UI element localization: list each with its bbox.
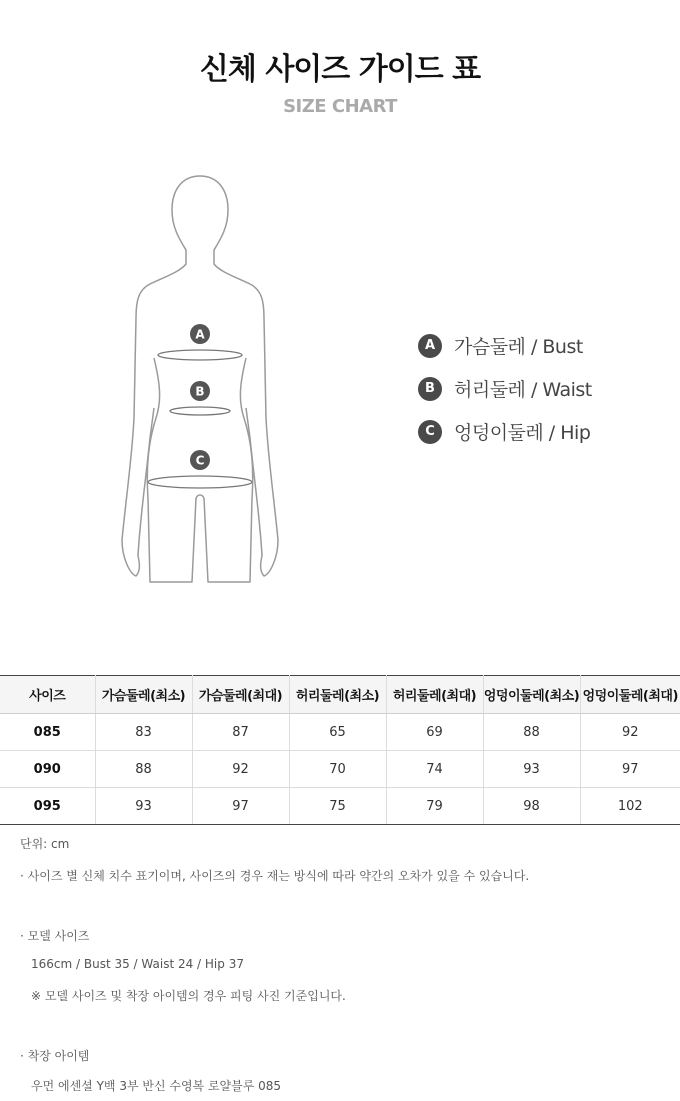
table-cell: 93: [95, 788, 192, 825]
unit-note: 단위: cm: [20, 837, 70, 851]
table-row: [0, 714, 680, 751]
table-cell: 74: [386, 751, 483, 788]
waist-line: [170, 407, 230, 415]
item-heading: · 착장 아이템: [20, 1049, 90, 1063]
table-cell: 102: [580, 788, 680, 825]
legend-badge-c: C: [418, 420, 442, 444]
table-cell: 095: [0, 788, 95, 825]
legend-label-bust: 가슴둘레 / Bust: [454, 336, 583, 358]
body-silhouette-figure: [110, 168, 290, 588]
size-table: [0, 675, 680, 825]
table-cell: 97: [580, 751, 680, 788]
table-cell: 97: [192, 788, 289, 825]
torso-left: [147, 358, 196, 582]
header-waist-min: 허리둘레(최소): [289, 676, 386, 714]
crotch: [196, 495, 204, 498]
hip-line: [148, 476, 252, 488]
table-cell: 79: [386, 788, 483, 825]
header-waist-max: 허리둘레(최대): [386, 676, 483, 714]
table-cell: 085: [0, 714, 95, 751]
model-sizes: 166cm / Bust 35 / Waist 24 / Hip 37: [31, 957, 244, 971]
legend-label-hip: 엉덩이둘레 / Hip: [454, 422, 591, 444]
table-cell: 92: [192, 751, 289, 788]
header-hip-min: 엉덩이둘레(최소): [483, 676, 580, 714]
header-bust-min: 가슴둘레(최소): [95, 676, 192, 714]
table-cell: 88: [95, 751, 192, 788]
table-cell: 92: [580, 714, 680, 751]
table-cell: 83: [95, 714, 192, 751]
item-name: 우먼 에센셜 Y백 3부 반신 수영복 로얄블루 085: [31, 1079, 282, 1093]
legend-item-bust: [418, 324, 592, 367]
table-cell: 65: [289, 714, 386, 751]
legend-item-waist: [418, 367, 592, 410]
legend-badge-b: B: [418, 377, 442, 401]
model-note: ※ 모델 사이즈 및 착장 아이템의 경우 피팅 사진 기준입니다.: [31, 989, 346, 1003]
table-cell: 87: [192, 714, 289, 751]
table-cell: 69: [386, 714, 483, 751]
model-heading: · 모델 사이즈: [20, 929, 90, 943]
table-cell: 98: [483, 788, 580, 825]
marker-c: C: [195, 453, 205, 468]
table-row: [0, 751, 680, 788]
table-header-row: [0, 676, 680, 714]
header-bust-max: 가슴둘레(최대): [192, 676, 289, 714]
table-cell: 090: [0, 751, 95, 788]
header-size: 사이즈: [0, 676, 95, 714]
page-subtitle: SIZE CHART: [283, 96, 397, 117]
head-outline-right: [200, 176, 278, 576]
table-cell: 70: [289, 751, 386, 788]
measurement-legend: [418, 324, 592, 453]
legend-badge-a: A: [418, 334, 442, 358]
table-cell: 93: [483, 751, 580, 788]
legend-item-hip: [418, 410, 592, 453]
table-cell: 75: [289, 788, 386, 825]
page-title: 신체 사이즈 가이드 표: [199, 52, 481, 87]
torso-right: [204, 358, 253, 582]
head-outline: [122, 176, 200, 576]
bust-line: [158, 350, 242, 360]
table-cell: 88: [483, 714, 580, 751]
marker-a: A: [195, 327, 205, 342]
header-hip-max: 엉덩이둘레(최대): [580, 676, 680, 714]
measure-note: · 사이즈 별 신체 치수 표기이며, 사이즈의 경우 재는 방식에 따라 약간의 오차가 있을 수 있습니다.: [20, 869, 530, 883]
table-row: [0, 788, 680, 825]
marker-b: B: [195, 384, 205, 399]
legend-label-waist: 허리둘레 / Waist: [454, 379, 592, 401]
